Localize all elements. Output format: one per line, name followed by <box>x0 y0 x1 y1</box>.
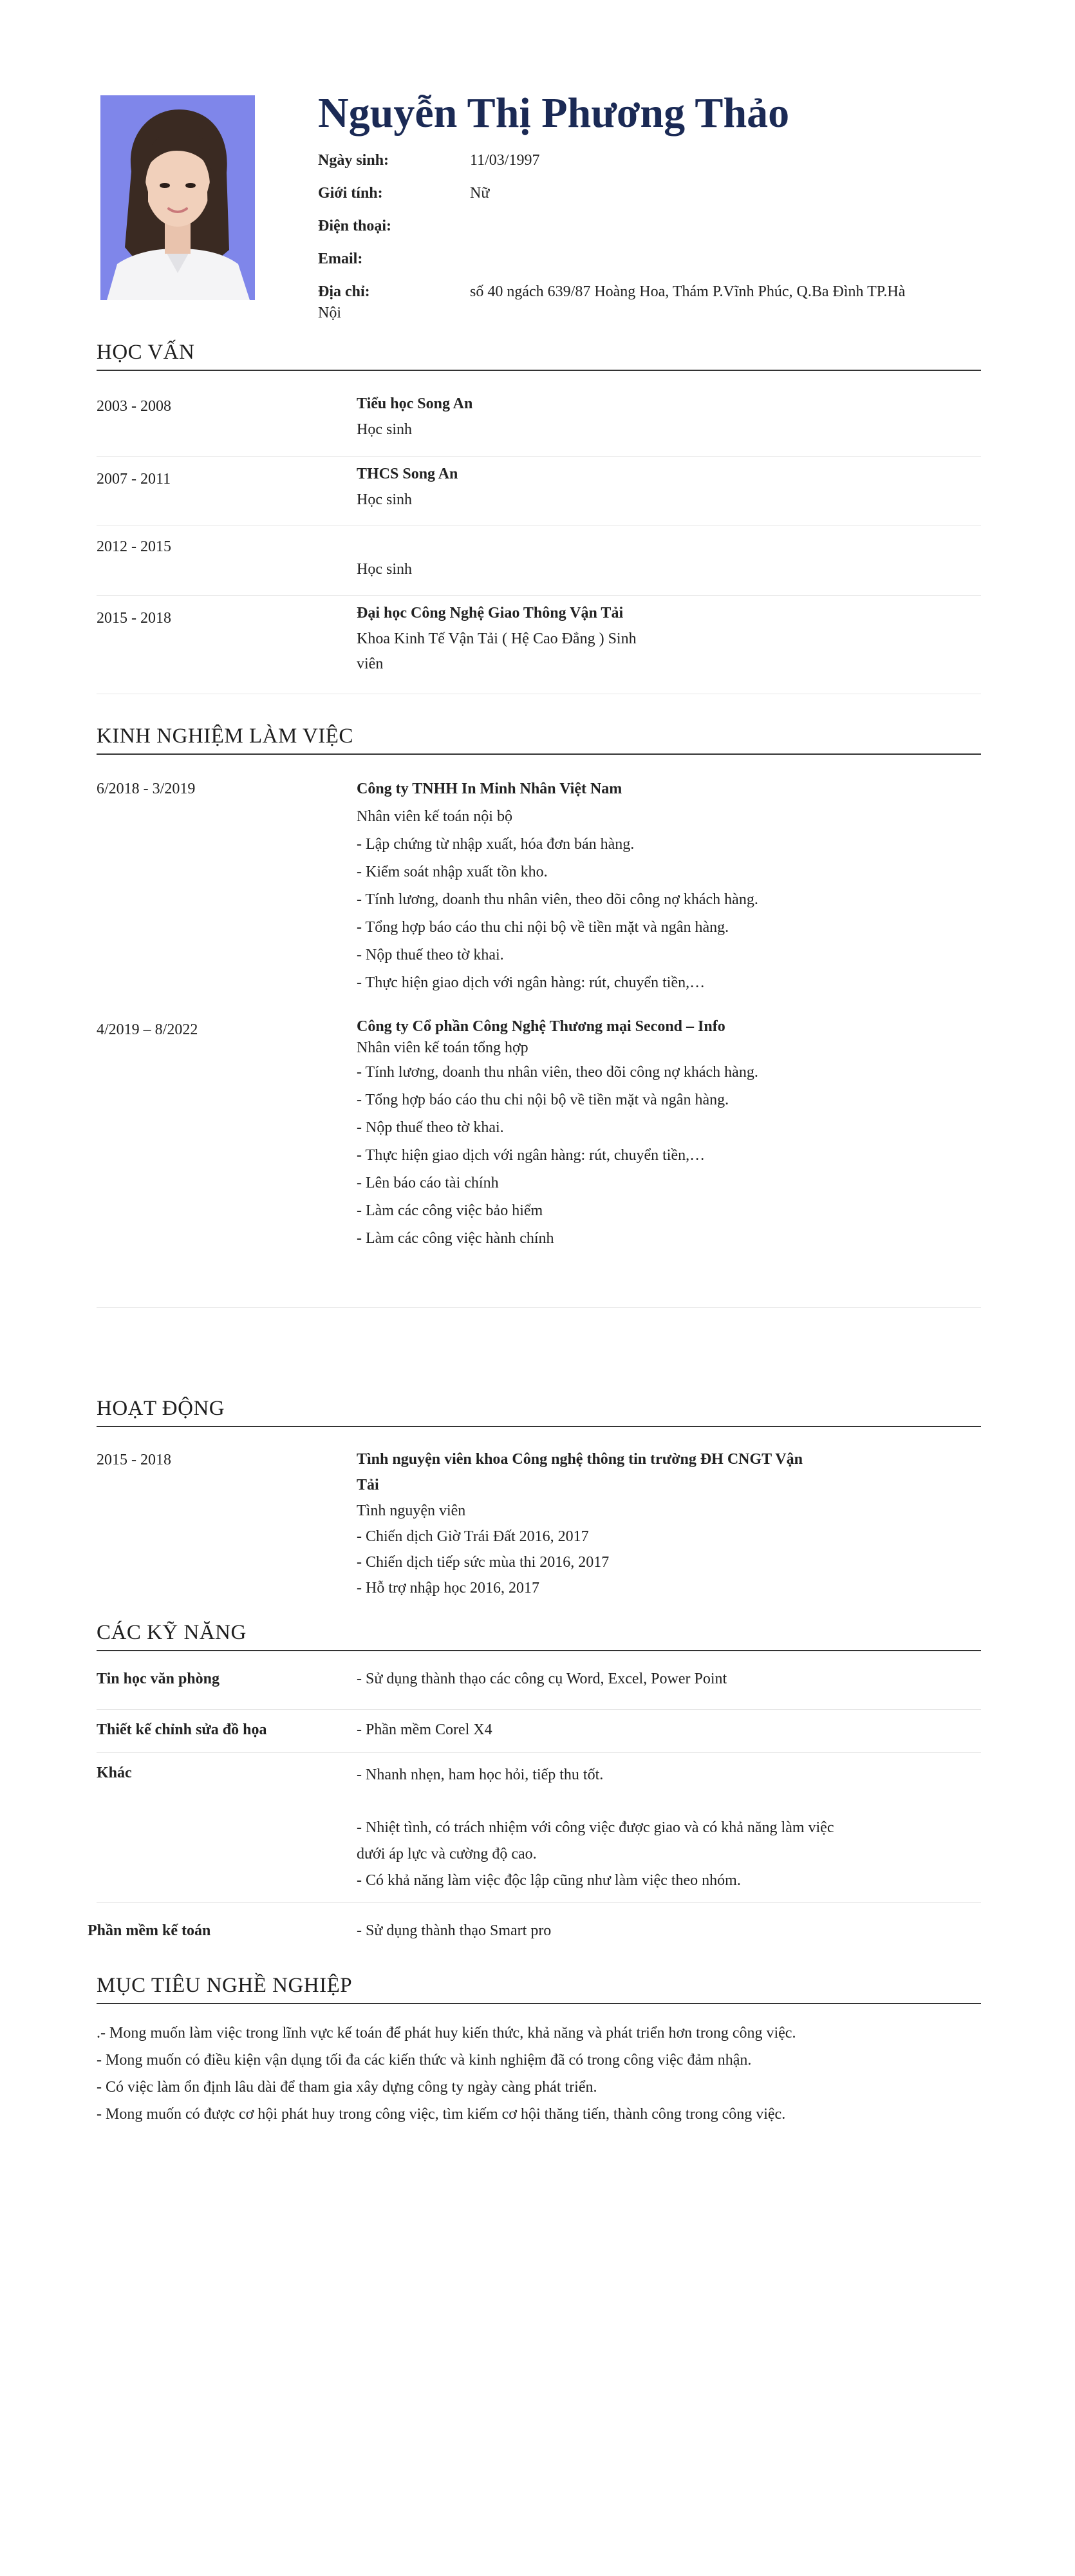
objective-text <box>97 2004 981 2128</box>
education-school <box>357 532 833 554</box>
experience-task: - Tổng hợp báo cáo thu chi nội bộ về tiền mặt và ngân hàng. <box>357 1091 729 1108</box>
skill-name: Phần mềm kế toán <box>88 1922 211 1939</box>
education-row <box>97 596 981 694</box>
experience-task: - Lập chứng từ nhập xuất, hóa đơn bán hàng. <box>357 835 635 853</box>
experience-row <box>97 1012 981 1308</box>
skill-row <box>88 1903 981 1943</box>
info-value: Nữ <box>470 185 490 202</box>
section-divider <box>97 1650 981 1651</box>
activity-period: 2015 - 2018 <box>97 1451 171 1468</box>
info-value: 11/03/1997 <box>470 152 540 169</box>
section-divider <box>97 370 981 371</box>
skill-row <box>97 1753 981 1903</box>
objective-line: - Mong muốn có được cơ hội phát huy trong công việc, tìm kiếm cơ hội thăng tiến, thành công trong công việc. <box>97 2105 786 2123</box>
info-label: Ngày sinh: <box>318 152 389 169</box>
education-school: Tiểu học Song An <box>357 395 473 412</box>
section-activities <box>97 1396 981 1616</box>
objective-line: - Có việc làm ổn định lâu dài để tham gia xây dựng công ty ngày càng phát triển. <box>97 2078 597 2096</box>
personal-info <box>318 149 981 325</box>
education-role: Khoa Kinh Tế Vận Tải ( Hệ Cao Đẳng ) Sinh <box>357 630 637 648</box>
education-row <box>97 526 981 596</box>
education-period: 2012 - 2015 <box>97 538 171 555</box>
info-label: Địa chỉ: <box>318 283 370 300</box>
skill-row <box>97 1710 981 1753</box>
skill-line: dưới áp lực và cường độ cao. <box>357 1845 537 1862</box>
info-value: số 40 ngách 639/87 Hoàng Hoa, Thám P.Vĩnh Phúc, Q.Ba Đình TP.Hà <box>470 283 906 300</box>
experience-company: Công ty TNHH In Minh Nhân Việt Nam <box>357 780 622 797</box>
experience-row <box>97 772 981 1012</box>
skill-line: - Phần mềm Corel X4 <box>357 1721 492 1738</box>
section-title: HOẠT ĐỘNG <box>97 1397 225 1420</box>
skill-line: - Có khả năng làm việc độc lập cũng như làm việc theo nhóm. <box>357 1871 741 1889</box>
skill-line: - Nhanh nhẹn, ham học hỏi, tiếp thu tốt. <box>357 1766 604 1783</box>
info-label: Giới tính: <box>318 185 383 202</box>
skill-line-spacer <box>357 1788 962 1815</box>
experience-position: Nhân viên kế toán nội bộ <box>357 808 512 825</box>
experience-task: - Làm các công việc bảo hiểm <box>357 1202 543 1219</box>
education-period: 2003 - 2008 <box>97 397 171 415</box>
info-value-continued: Nội <box>318 304 341 321</box>
info-row-gender <box>318 182 981 215</box>
activity-org: Tình nguyện viên khoa Công nghệ thông tin trường ĐH CNGT Vận <box>357 1450 803 1468</box>
section-divider <box>97 1426 981 1427</box>
education-row <box>97 457 981 526</box>
experience-task: - Kiểm soát nhập xuất tồn kho. <box>357 863 548 880</box>
portrait-image <box>100 95 255 300</box>
skill-name: Khác <box>97 1764 132 1781</box>
experience-period: 6/2018 - 3/2019 <box>97 780 196 797</box>
experience-task: - Tổng hợp báo cáo thu chi nội bộ về tiền mặt và ngân hàng. <box>357 918 729 936</box>
education-school: THCS Song An <box>357 465 458 482</box>
section-skills <box>88 1620 981 1943</box>
experience-task: - Tính lương, doanh thu nhân viên, theo dõi công nợ khách hàng. <box>357 891 758 908</box>
education-period: 2015 - 2018 <box>97 609 171 627</box>
skill-line: - Sử dụng thành thạo các công cụ Word, Excel, Power Point <box>357 1670 727 1687</box>
info-row-email <box>318 248 981 281</box>
info-row-phone <box>318 215 981 248</box>
skill-name: Tin học văn phòng <box>97 1670 220 1687</box>
section-divider <box>97 753 981 755</box>
skill-row <box>97 1658 981 1710</box>
education-role: Học sinh <box>357 560 412 578</box>
education-school: Đại học Công Nghệ Giao Thông Vận Tải <box>357 604 624 621</box>
section-title: MỤC TIÊU NGHỀ NGHIỆP <box>97 1974 353 1997</box>
education-role: Học sinh <box>357 491 412 509</box>
skill-line: - Nhiệt tình, có trách nhiệm với công việc được giao và có khả năng làm việc <box>357 1819 834 1836</box>
experience-task: - Nộp thuế theo tờ khai. <box>357 1119 504 1136</box>
section-education <box>97 340 981 694</box>
experience-position: Nhân viên kế toán tổng hợp <box>357 1039 528 1056</box>
education-row <box>97 388 981 457</box>
experience-task: - Lên báo cáo tài chính <box>357 1174 499 1191</box>
activity-line: - Hỗ trợ nhập học 2016, 2017 <box>357 1579 539 1596</box>
experience-task: - Thực hiện giao dịch với ngân hàng: rút, chuyển tiền,… <box>357 974 706 991</box>
activity-org-continued: Tải <box>357 1476 379 1493</box>
education-role: Học sinh <box>357 421 412 439</box>
education-period: 2007 - 2011 <box>97 470 171 488</box>
activity-line: - Chiến dịch tiếp sức mùa thi 2016, 2017 <box>357 1553 610 1571</box>
section-objective <box>97 1973 981 2128</box>
experience-task: - Tính lương, doanh thu nhân viên, theo dõi công nợ khách hàng. <box>357 1063 758 1081</box>
experience-period: 4/2019 – 8/2022 <box>97 1021 198 1038</box>
experience-task: - Thực hiện giao dịch với ngân hàng: rút, chuyển tiền,… <box>357 1146 706 1164</box>
skill-name: Thiết kế chỉnh sửa đồ họa <box>97 1721 267 1738</box>
section-title: KINH NGHIỆM LÀM VIỆC <box>97 724 353 748</box>
experience-task: - Nộp thuế theo tờ khai. <box>357 946 504 963</box>
section-title: HỌC VẤN <box>97 341 195 364</box>
info-label: Email: <box>318 251 363 267</box>
info-row-birthdate <box>318 149 981 182</box>
objective-line: - Mong muốn có điều kiện vận dụng tối đa các kiến thức và kinh nghiệm đã có trong công việc đảm nhận. <box>97 2051 752 2069</box>
activity-role: Tình nguyện viên <box>357 1502 466 1519</box>
skill-line: - Sử dụng thành thạo Smart pro <box>357 1922 552 1939</box>
section-title: CÁC KỸ NĂNG <box>97 1621 247 1644</box>
cv-name: Nguyễn Thị Phương Thảo <box>318 90 790 137</box>
info-row-address <box>318 281 981 325</box>
section-experience <box>97 724 981 1308</box>
experience-company: Công ty Cổ phần Công Nghệ Thương mại Second – Info <box>357 1018 725 1035</box>
info-label: Điện thoại: <box>318 218 391 234</box>
objective-line: .- Mong muốn làm việc trong lĩnh vực kế toán để phát huy kiến thức, khả năng và phát triển hơn trong công việc. <box>97 2024 796 2041</box>
education-role-continued: viên <box>357 656 384 673</box>
activity-line: - Chiến dịch Giờ Trái Đất 2016, 2017 <box>357 1528 589 1545</box>
activity-row <box>97 1443 981 1616</box>
experience-task: - Làm các công việc hành chính <box>357 1229 554 1247</box>
avatar <box>100 95 255 300</box>
